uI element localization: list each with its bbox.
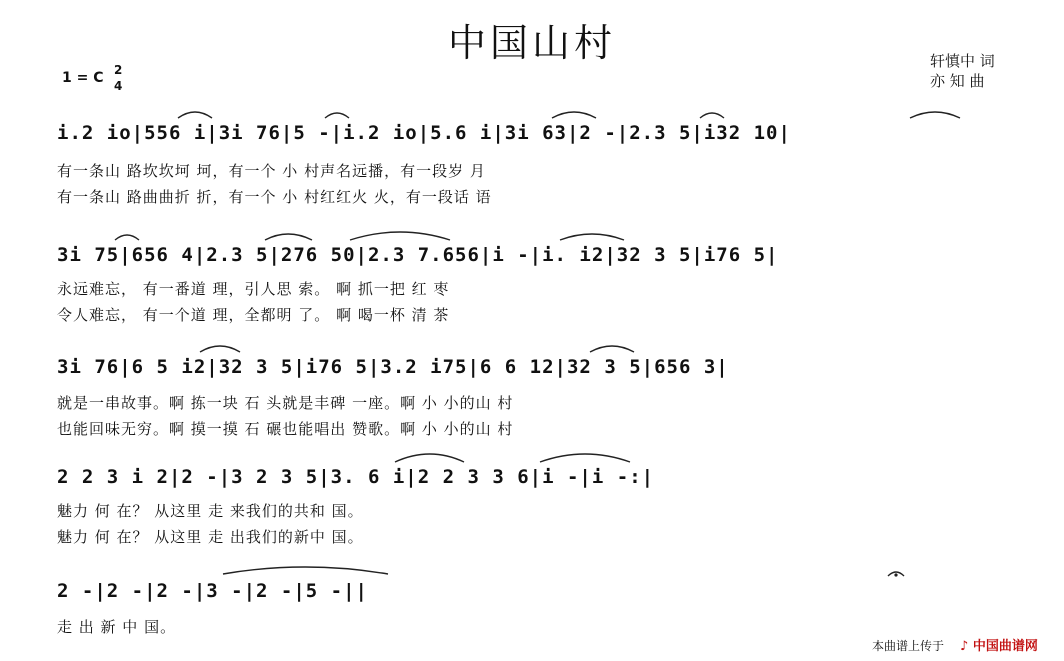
lyric-line-3-verse-1: 就是一串故事。啊 拣一块 石 头就是丰碑 一座。啊 小 小的山 村	[57, 394, 514, 412]
slur-mark	[395, 454, 464, 462]
slur-mark	[350, 232, 450, 240]
slur-mark	[265, 234, 312, 240]
notation-line-4: 2 2 3 i 2|2 -|3 2 3 5|3. 6 i|2 2 3 3 6|i -|i -:|	[57, 466, 655, 488]
lyric-line-2-verse-1: 永远难忘， 有一番道 理，引人思 索。 啊 抓一把 红 枣	[57, 280, 450, 298]
lyric-line-2-verse-2: 令人难忘， 有一个道 理，全都明 了。 啊 喝一杯 清 茶	[57, 306, 450, 324]
slur-mark	[590, 346, 634, 352]
notation-line-1: i.2 io|556 i|3i 76|5 -|i.2 io|5.6 i|3i 63|2 -|2.3 5|i32 10|	[57, 122, 791, 144]
lyric-line-5: 走 出 新 中 国。	[57, 618, 177, 636]
notation-line-3: 3i 76|6 5 i2|32 3 5|i76 5|3.2 i75|6 6 12|32 3 5|656 3|	[57, 356, 729, 378]
time-signature-top: 2	[114, 63, 123, 77]
site-brand-text: 中国曲谱网	[972, 639, 1038, 654]
notation-line-5: 2 -|2 -|2 -|3 -|2 -|5 -||	[57, 580, 368, 602]
notation-line-2: 3i 75|656 4|2.3 5|276 50|2.3 7.656|i -|i. i2|32 3 5|i76 5|	[57, 244, 779, 266]
time-signature-bottom: 4	[114, 79, 123, 93]
slur-mark	[200, 346, 240, 352]
lyric-line-1-verse-1: 有一条山 路坎坎坷 坷，有一个 小 村声名远播，有一段岁 月	[57, 162, 486, 180]
slur-mark	[700, 113, 724, 118]
slur-mark	[223, 567, 388, 574]
lyricist-credit: 轩慎中 词	[930, 52, 995, 70]
song-title: 中国山村	[447, 21, 616, 65]
fermata-dot	[894, 573, 897, 576]
slur-mark	[325, 113, 349, 118]
footer-upload-note: 本曲谱上传于	[872, 639, 945, 653]
slur-mark	[552, 112, 596, 118]
lyric-line-3-verse-2: 也能回味无穷。啊 摸一摸 石 碾也能唱出 赞歌。啊 小 小的山 村	[57, 420, 514, 438]
site-logo[interactable]	[960, 635, 1038, 654]
slur-mark	[115, 235, 139, 240]
slur-mark	[910, 112, 960, 118]
slur-mark	[540, 454, 630, 462]
lyric-line-4-verse-1: 魅力 何 在？ 从这里 走 来我们的共和 国。	[57, 502, 364, 520]
slur-mark	[178, 112, 212, 118]
slur-mark	[560, 234, 624, 240]
key-signature: 1 = C	[62, 70, 104, 86]
lyric-line-4-verse-2: 魅力 何 在？ 从这里 走 出我们的新中 国。	[57, 528, 364, 546]
composer-credit: 亦 知 曲	[930, 72, 985, 90]
lyric-line-1-verse-2: 有一条山 路曲曲折 折，有一个 小 村红红火 火，有一段话 语	[57, 188, 492, 206]
music-note-icon: ♪	[960, 639, 969, 654]
